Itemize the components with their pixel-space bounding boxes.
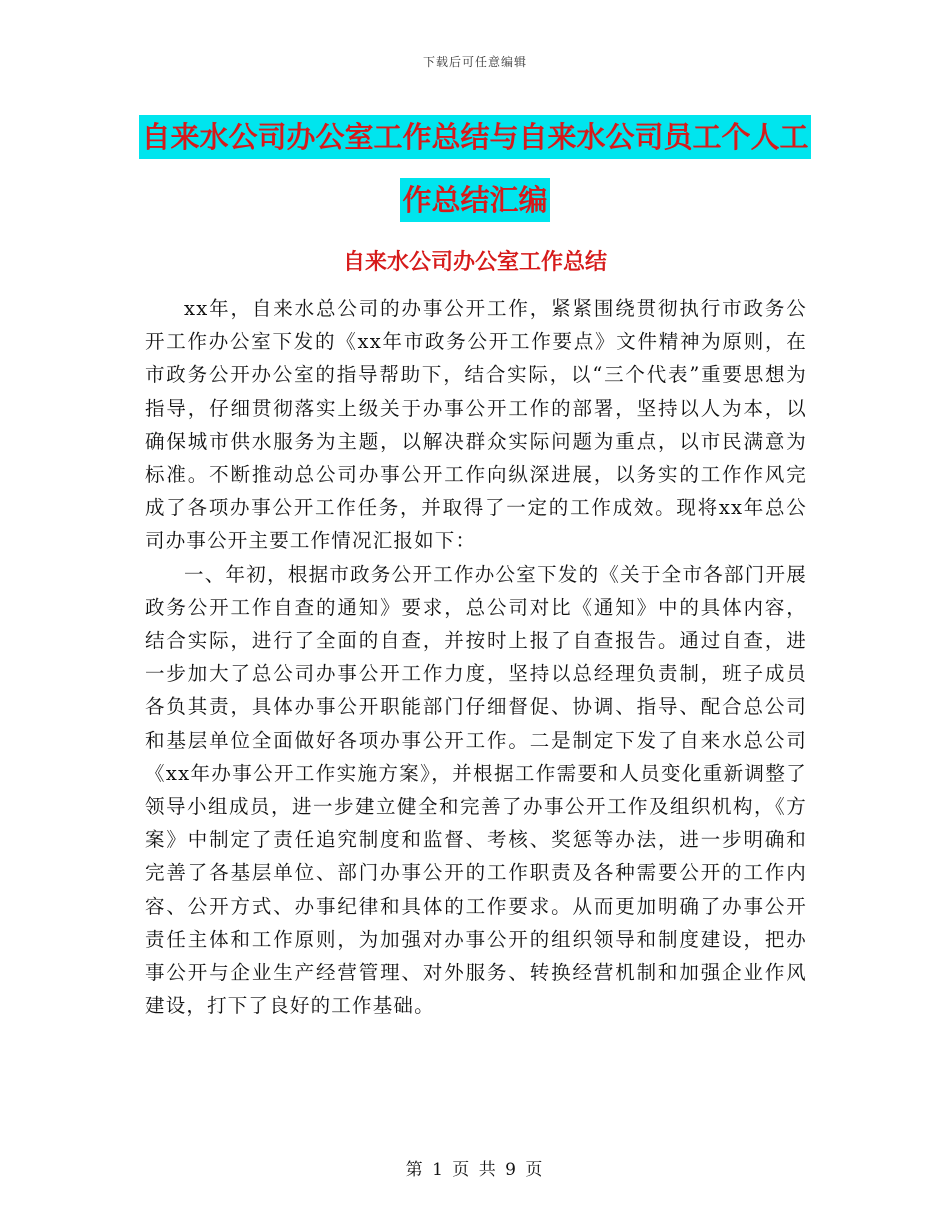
document-title-line-2: 作总结汇编 bbox=[400, 178, 549, 222]
body-paragraph: 一、年初，根据市政务公开工作办公室下发的《关于全市各部门开展政务公开工作自查的通知》要求，总公司对比《通知》中的具体内容，结合实际，进行了全面的自查，并按时上报了自查报告。通过自查，进一步加大了总公司办事公开工作力度，坚持以总经理负责制，班子成员各负其责，具体办事公开职能部门仔细督促、协调、指导、配合总公司和基层单位全面做好各项办事公开工作。二是制定下发了自来水总公司《xx年办事公开工作实施方案》，并根据工作需要和人员变化重新调整了领导小组成员，进一步建立健全和完善了办事公开工作及组织机构，《方案》中制定了责任追究制度和监督、考核、奖惩等办法，进一步明确和完善了各基层单位、部门办事公开的工作职责及各种需要公开的工作内容、公开方式、办事纪律和具体的工作要求。从而更加明确了办事公开责任主体和工作原则，为加强对办事公开的组织领导和制度建设，把办事公开与企业生产经营管理、对外服务、转换经营机制和加强企业作风建设，打下了良好的工作基础。 bbox=[145, 562, 807, 1018]
document-title bbox=[0, 110, 950, 236]
section-heading: 自来水公司办公室工作总结 bbox=[342, 250, 607, 275]
body-paragraph: xx年，自来水总公司的办事公开工作，紧紧围绕贯彻执行市政务公开工作办公室下发的《xx年市政务公开工作要点》文件精神为原则，在市政务公开办公室的指导帮助下，结合实际，以“三个代表”重要思想为指导，仔细贯彻落实上级关于办事公开工作的部署，坚持以人为本，以确保城市供水服务为主题，以解决群众实际问题为重点，以市民满意为标准。不断推动总公司办事公开工作向纵深进展，以务实的工作作风完成了各项办事公开工作任务，并取得了一定的工作成效。现将xx年总公司办事公开主要工作情况汇报如下： bbox=[145, 297, 807, 553]
page-number-footer: 第 1 页 共 9 页 bbox=[405, 1160, 545, 1180]
document-title-line-1: 自来水公司办公室工作总结与自来水公司员工个人工 bbox=[139, 115, 810, 159]
page-header-note: 下载后可任意编辑 bbox=[422, 55, 527, 69]
document-body bbox=[145, 292, 807, 1022]
